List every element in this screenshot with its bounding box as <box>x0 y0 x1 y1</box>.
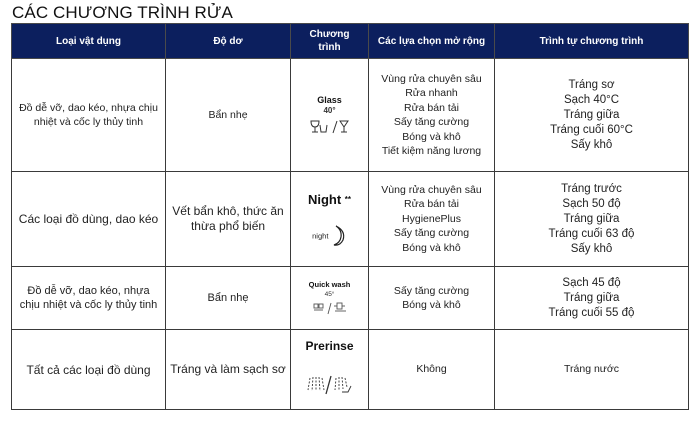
sequence-step: Tráng cuối 55 độ <box>548 306 635 319</box>
sequence-cell <box>495 59 689 172</box>
program-name <box>295 192 364 207</box>
header-sequence: Trình tự chương trình <box>495 24 689 59</box>
sequence-step: Tráng giữa <box>563 108 620 121</box>
option-item: Vùng rửa chuyên sâu <box>381 183 482 196</box>
night-icon-label: night <box>312 231 329 240</box>
quick-wash-icon <box>295 300 364 316</box>
soil-level-cell: Bẩn nhẹ <box>166 59 291 172</box>
option-item: Vùng rửa chuyên sâu <box>381 72 482 85</box>
option-item: Rửa nhanh <box>405 87 458 99</box>
prerinse-spray-icon <box>295 374 364 401</box>
header-program-line1: Chương <box>309 29 350 40</box>
item-type-cell: Các loại đồ dùng, dao kéo <box>12 172 166 267</box>
table-row <box>12 59 689 172</box>
moon-icon <box>295 225 364 247</box>
program-cell <box>291 59 369 172</box>
sequence-cell <box>495 172 689 267</box>
sequence-step: Tráng cuối 63 độ <box>548 227 635 240</box>
soil-level-cell: Tráng và làm sạch sơ <box>166 330 291 410</box>
program-cell <box>291 267 369 330</box>
options-cell <box>369 267 495 330</box>
option-item: Sấy tăng cường <box>393 227 470 240</box>
program-temp: 45° <box>324 291 335 298</box>
soil-level-cell: Vết bẩn khô, thức ăn thừa phổ biến <box>166 172 291 267</box>
sequence-cell <box>495 267 689 330</box>
program-name: Glass <box>317 95 342 105</box>
sequence-step: Tráng sơ <box>568 78 615 91</box>
program-cell <box>291 172 369 267</box>
option-item: Tiết kiệm năng lương <box>381 145 482 157</box>
sequence-step: Tráng giữa <box>563 291 620 304</box>
sequence-step: Tráng trước <box>561 182 622 195</box>
option-item: Sấy tăng cường <box>393 116 470 128</box>
header-program <box>291 24 369 59</box>
sequence-step: Tráng giữa <box>563 212 620 225</box>
options-cell <box>369 172 495 267</box>
option-item: Bóng và khô <box>402 241 461 254</box>
table-row <box>12 172 689 267</box>
item-type-cell: Tất cả các loại đồ dùng <box>12 330 166 410</box>
sequence-step: Sạch 45 độ <box>562 276 621 289</box>
sequence-step: Sạch 50 độ <box>562 197 621 210</box>
item-type-cell: Đồ dễ vỡ, dao kéo, nhựa chịu nhiệt và cốc ly thủy tinh <box>12 59 166 172</box>
option-item: Rửa bán tải <box>404 101 459 114</box>
page-title: CÁC CHƯƠNG TRÌNH RỬA <box>12 3 233 22</box>
sequence-cell <box>495 330 689 410</box>
soil-level-cell: Bẩn nhẹ <box>166 267 291 330</box>
footnote-mark: ** <box>344 194 352 204</box>
sequence-step: Sạch 40°C <box>563 93 620 106</box>
sequence-step: Sấy khô <box>570 242 613 255</box>
option-item: Bóng và khô <box>402 130 461 143</box>
header-soil-level: Độ dơ <box>166 24 291 59</box>
program-temp: 40° <box>323 106 336 115</box>
program-name: Prerinse <box>305 338 354 353</box>
program-name: Quick wash <box>308 280 351 289</box>
wine-glass-icon <box>295 119 364 135</box>
item-type-cell: Đồ dễ vỡ, dao kéo, nhựa chịu nhiệt và cốc ly thủy tinh <box>12 267 166 330</box>
option-item: Sấy tăng cường <box>393 284 470 297</box>
table-row <box>12 330 689 410</box>
option-item: Rửa bán tải <box>404 198 459 211</box>
option-item: Không <box>416 363 447 376</box>
program-name-text: Night <box>307 191 342 207</box>
header-item-type: Loại vật dụng <box>12 24 166 59</box>
option-item: HygienePlus <box>402 212 461 225</box>
sequence-step: Tráng nước <box>564 363 619 375</box>
wash-programs-table <box>11 23 689 410</box>
sequence-step: Sấy khô <box>570 138 613 151</box>
option-item: Bóng và khô <box>402 299 461 311</box>
table-header-row <box>12 24 689 59</box>
sequence-step: Tráng cuối 60°C <box>550 123 633 136</box>
header-options: Các lựa chọn mở rộng <box>369 24 495 59</box>
program-cell <box>291 330 369 410</box>
table-row <box>12 267 689 330</box>
options-cell <box>369 330 495 410</box>
header-program-line2: trình <box>318 42 341 53</box>
options-cell <box>369 59 495 172</box>
